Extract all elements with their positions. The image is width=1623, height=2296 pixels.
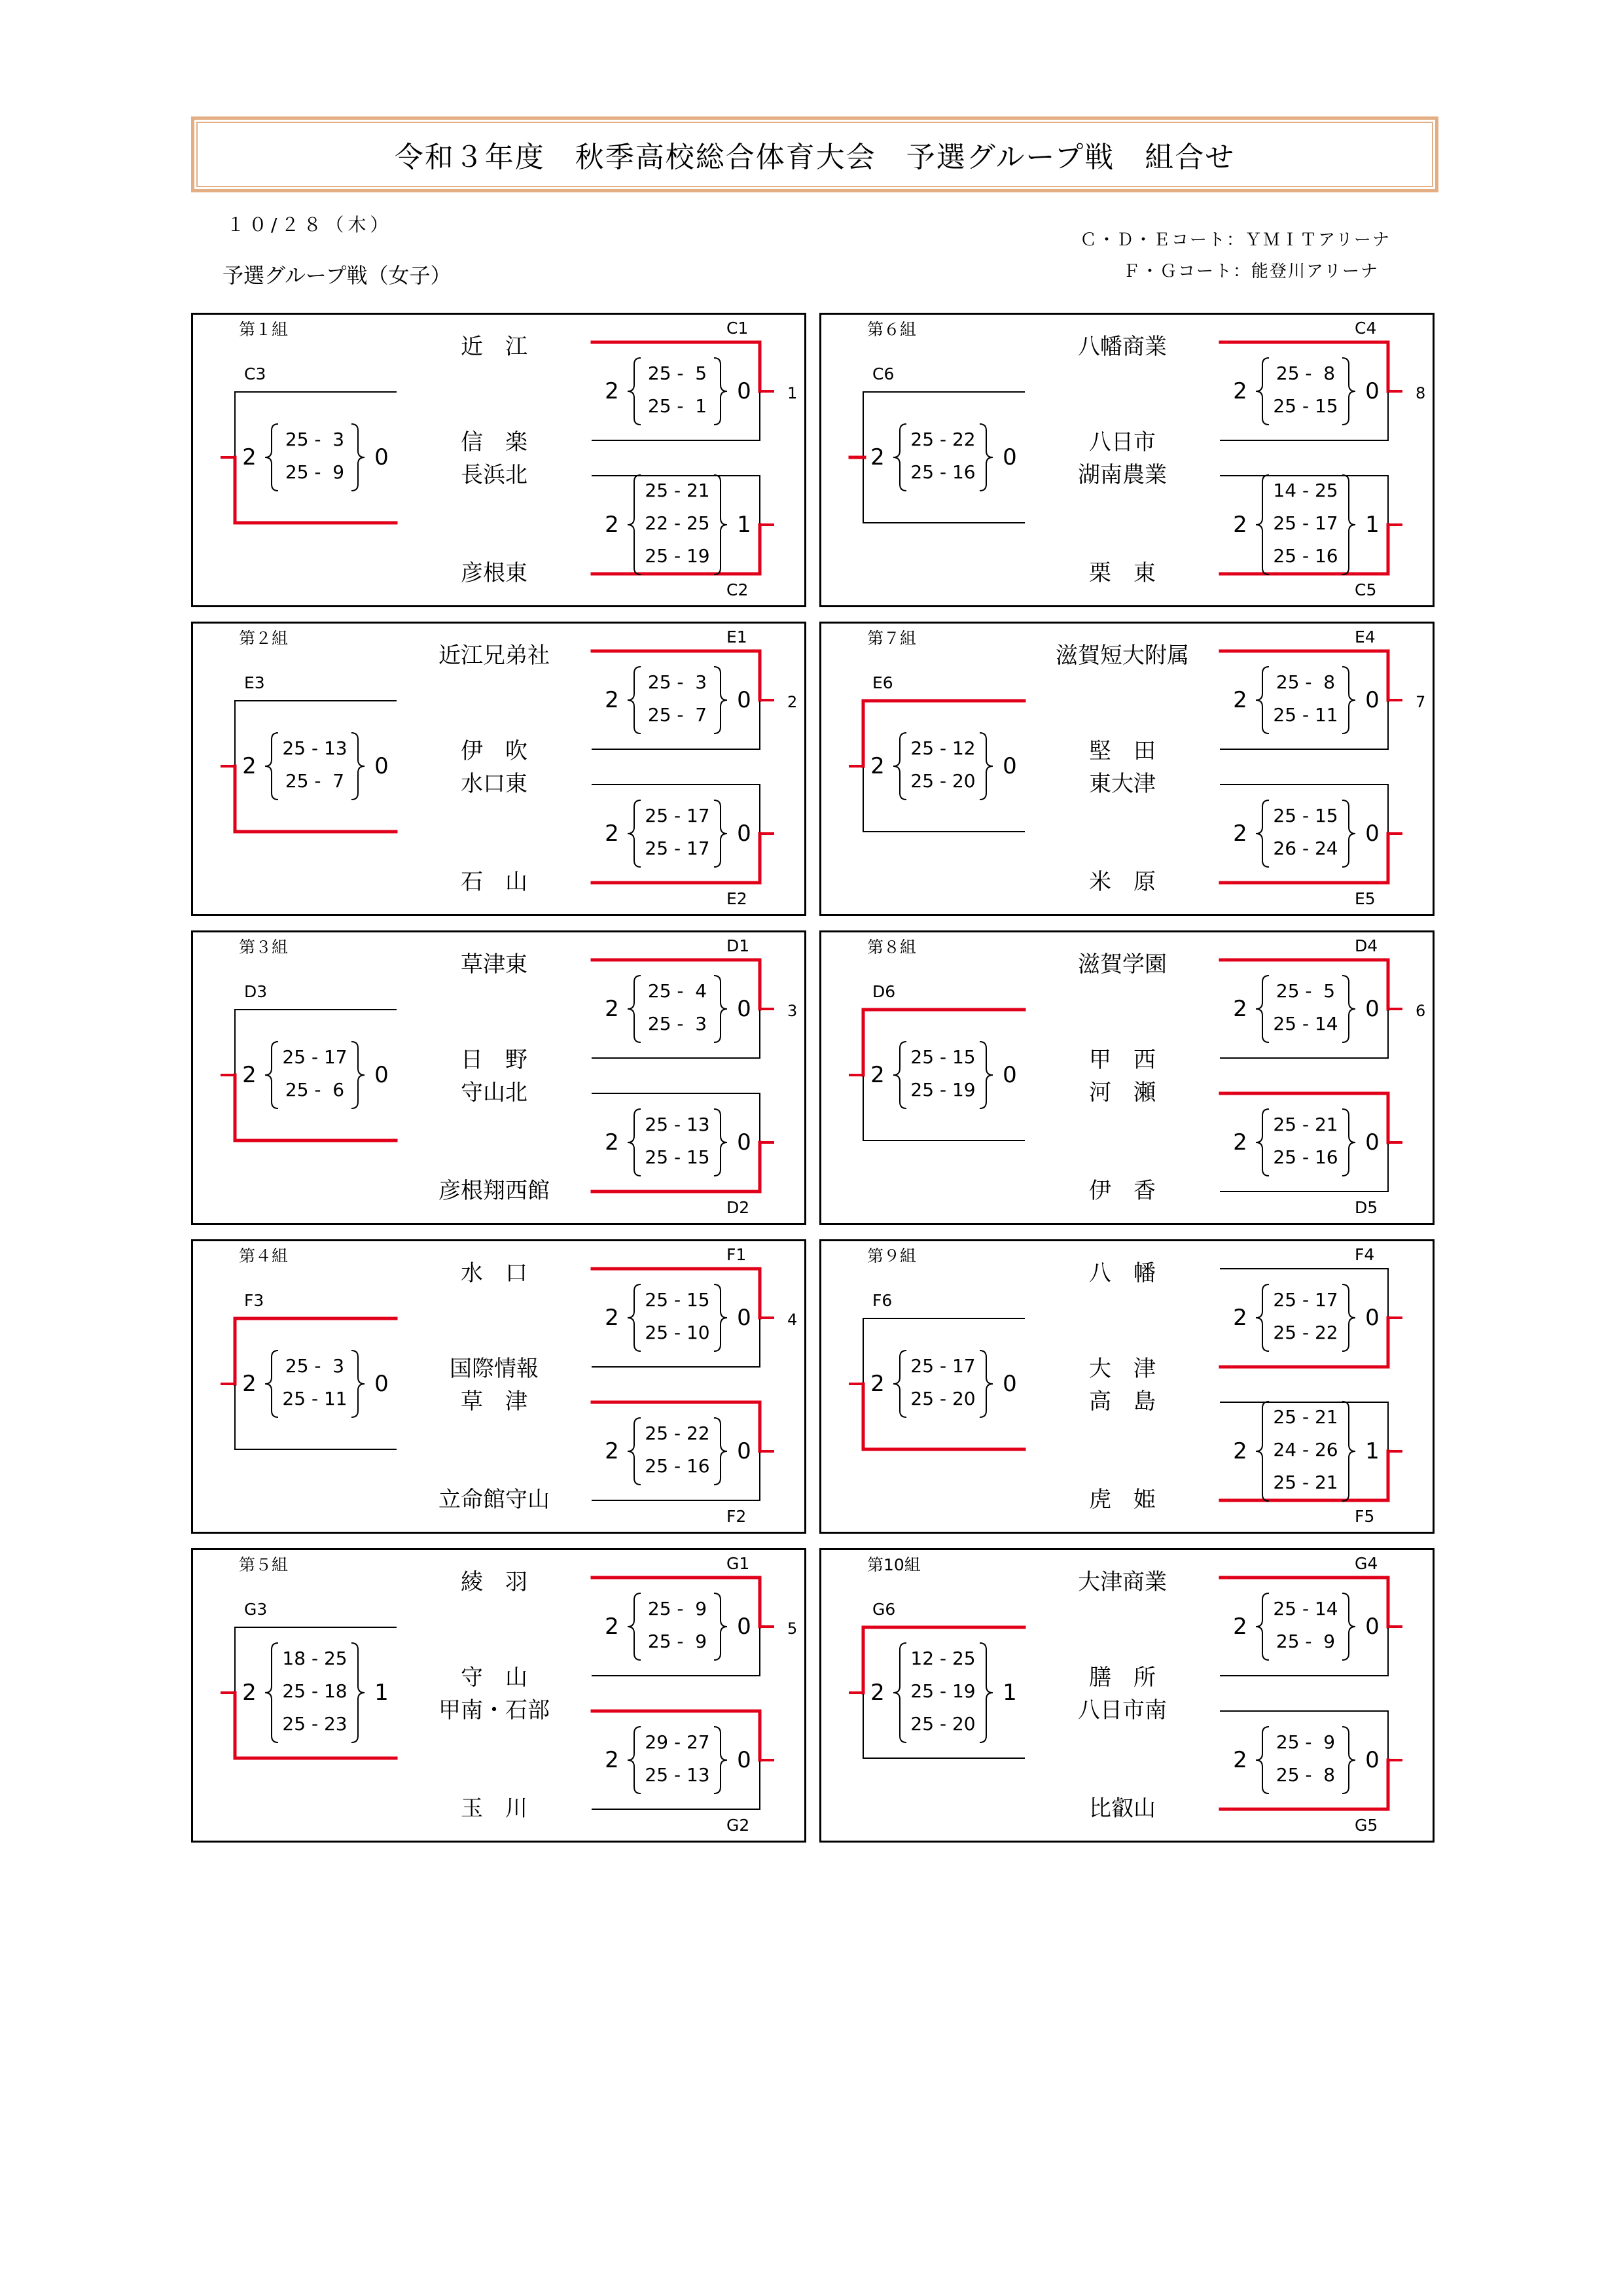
final-rank: 1 [787, 384, 798, 402]
score-brace-right [351, 1351, 365, 1417]
team-name: 長浜北 [461, 462, 527, 488]
set-score: 25 - 15 [645, 1289, 710, 1311]
score-brace-right [714, 1418, 727, 1485]
sets-won: 2 [1233, 1305, 1247, 1331]
court-code-top: G4 [1355, 1554, 1378, 1573]
sets-won: 1 [1365, 1438, 1380, 1464]
set-score: 25 - 8 [1275, 362, 1336, 384]
sets-won: 0 [1003, 753, 1017, 779]
set-score: 25 - 21 [1273, 1114, 1338, 1135]
set-score: 25 - 14 [1273, 1013, 1338, 1034]
set-score: 14 - 25 [1273, 480, 1338, 501]
sets-won: 2 [870, 444, 885, 470]
sets-won: 2 [605, 1747, 619, 1773]
set-score: 22 - 25 [645, 512, 710, 534]
team-name: 膳 所 [1089, 1665, 1156, 1691]
court-code-top: C4 [1355, 319, 1377, 338]
set-score: 18 - 25 [282, 1648, 348, 1669]
sets-won: 2 [242, 1062, 257, 1088]
set-score: 25 - 9 [1275, 1631, 1336, 1652]
group-name: 第１組 [239, 320, 289, 339]
score-brace-right [714, 667, 727, 733]
group-name: 第６組 [867, 320, 917, 339]
team-name: 河 瀬 [1089, 1080, 1156, 1106]
set-score: 25 - 9 [1275, 1731, 1336, 1753]
team-name: 比叡山 [1089, 1795, 1156, 1822]
sets-won: 2 [1233, 512, 1247, 538]
team-name: 伊 香 [1089, 1178, 1156, 1204]
score-brace-right [714, 1109, 727, 1176]
score-brace-left [1256, 475, 1269, 574]
score-brace-left [893, 424, 906, 491]
score-brace-right [714, 800, 727, 867]
score-brace-right [351, 1643, 365, 1742]
score-brace-left [628, 1727, 641, 1793]
set-score: 25 - 8 [1275, 1764, 1336, 1786]
match-date: １０/２８（木） [226, 214, 393, 236]
set-score: 25 - 17 [1273, 1289, 1338, 1311]
score-brace-right [1342, 1284, 1355, 1351]
set-score: 25 - 7 [285, 770, 345, 792]
score-brace-right [351, 424, 365, 491]
court-code-top: E4 [1355, 627, 1376, 646]
set-score: 25 - 20 [910, 1713, 976, 1735]
sets-won: 0 [1003, 444, 1017, 470]
score-brace-left [628, 475, 641, 574]
team-name: 石 山 [461, 869, 527, 895]
score-brace-left [265, 424, 278, 491]
score-brace-left [628, 976, 641, 1042]
score-brace-right [351, 1042, 365, 1108]
score-brace-left [1256, 358, 1269, 425]
score-brace-right [980, 1042, 993, 1108]
sets-won: 0 [737, 821, 751, 847]
court-code-bottom: F2 [726, 1507, 747, 1526]
group-box [191, 1548, 806, 1843]
set-score: 29 - 27 [645, 1731, 710, 1753]
set-score: 25 - 16 [1273, 545, 1338, 567]
sets-won: 2 [1233, 1614, 1247, 1640]
set-score: 25 - 17 [645, 838, 710, 859]
sets-won: 2 [870, 1371, 885, 1397]
sets-won: 0 [374, 444, 389, 470]
page-title-box [191, 116, 1438, 192]
score-brace-right [714, 1727, 727, 1793]
final-rank: 2 [787, 693, 798, 711]
group-name: 第９組 [867, 1246, 917, 1265]
score-brace-left [628, 1284, 641, 1351]
sets-won: 1 [737, 512, 751, 538]
sets-won: 0 [737, 687, 751, 713]
sets-won: 2 [605, 1305, 619, 1331]
sets-won: 0 [1365, 821, 1380, 847]
sets-won: 2 [605, 1438, 619, 1464]
team-name: 大 津 [1089, 1356, 1156, 1382]
score-brace-left [893, 1042, 906, 1108]
court-code-left: F3 [244, 1291, 264, 1310]
set-score: 25 - 16 [1273, 1146, 1338, 1168]
team-name: 虎 姫 [1089, 1487, 1156, 1513]
court-code-top: D1 [726, 936, 750, 955]
court-code-top: E1 [726, 627, 747, 646]
team-name: 草津東 [461, 951, 527, 978]
sets-won: 0 [737, 1614, 751, 1640]
team-name: 守山北 [461, 1080, 527, 1106]
group-name: 第７組 [867, 629, 917, 648]
set-score: 25 - 8 [1275, 671, 1336, 693]
sets-won: 2 [1233, 1438, 1247, 1464]
score-brace-left [628, 800, 641, 867]
sets-won: 2 [1233, 821, 1247, 847]
score-brace-right [1342, 1109, 1355, 1176]
court-code-top: C1 [726, 319, 749, 338]
set-score: 25 - 15 [645, 1146, 710, 1168]
team-name: 高 島 [1089, 1388, 1156, 1415]
set-score: 25 - 17 [910, 1355, 976, 1377]
set-score: 25 - 13 [282, 737, 348, 759]
score-brace-left [628, 1109, 641, 1176]
team-name: 守 山 [461, 1665, 527, 1691]
court-code-left: C6 [872, 364, 895, 383]
set-score: 25 - 13 [645, 1764, 710, 1786]
court-code-left: G3 [244, 1600, 268, 1619]
court-code-left: C3 [244, 364, 266, 383]
score-brace-left [893, 1643, 906, 1742]
score-brace-left [628, 667, 641, 733]
court-info-2: Ｆ・Ｇコート：能登川アリーナ [1123, 262, 1379, 281]
sets-won: 2 [242, 753, 257, 779]
sets-won: 2 [605, 996, 619, 1022]
court-code-bottom: E5 [1355, 889, 1376, 908]
group-box [819, 622, 1435, 916]
score-brace-left [628, 1593, 641, 1660]
set-score: 25 - 19 [910, 1079, 976, 1101]
group-name: 第５組 [239, 1555, 289, 1574]
page-title: 令和３年度 秋季高校総合体育大会 予選グループ戦 組合せ [394, 141, 1236, 174]
sets-won: 1 [1003, 1680, 1017, 1706]
score-brace-left [1256, 976, 1269, 1042]
sets-won: 2 [1233, 378, 1247, 404]
score-brace-right [1342, 1727, 1355, 1793]
set-score: 25 - 21 [1273, 1472, 1338, 1493]
sets-won: 0 [1365, 996, 1380, 1022]
court-code-left: D3 [244, 982, 268, 1001]
sets-won: 2 [870, 1680, 885, 1706]
team-name: 国際情報 [450, 1356, 539, 1382]
set-score: 25 - 3 [285, 429, 345, 450]
team-name: 東大津 [1089, 771, 1156, 797]
court-code-bottom: G5 [1355, 1816, 1378, 1835]
sets-won: 2 [605, 821, 619, 847]
sets-won: 2 [870, 753, 885, 779]
team-name: 甲南・石部 [438, 1697, 550, 1723]
set-score: 25 - 21 [645, 480, 710, 501]
set-score: 26 - 24 [1273, 838, 1338, 859]
set-score: 25 - 12 [910, 737, 976, 759]
team-name: 湖南農業 [1078, 462, 1167, 488]
sets-won: 0 [1003, 1062, 1017, 1088]
team-name: 栗 東 [1089, 560, 1156, 586]
final-rank: 5 [787, 1619, 798, 1638]
final-rank: 4 [787, 1311, 798, 1329]
set-score: 25 - 14 [1273, 1598, 1338, 1619]
set-score: 25 - 17 [1273, 512, 1338, 534]
score-brace-right [1342, 475, 1355, 574]
court-code-top: F1 [726, 1245, 747, 1264]
set-score: 25 - 13 [645, 1114, 710, 1135]
court-code-left: G6 [872, 1600, 896, 1619]
court-code-top: D4 [1355, 936, 1378, 955]
court-code-left: D6 [872, 982, 896, 1001]
sets-won: 0 [1365, 1614, 1380, 1640]
set-score: 25 - 20 [910, 770, 976, 792]
score-brace-right [714, 475, 727, 574]
final-rank: 7 [1416, 693, 1426, 711]
sets-won: 2 [242, 444, 257, 470]
sets-won: 2 [870, 1062, 885, 1088]
sets-won: 0 [737, 996, 751, 1022]
score-brace-right [1342, 1593, 1355, 1660]
score-brace-right [980, 424, 993, 491]
sets-won: 2 [605, 1129, 619, 1156]
group-box [191, 622, 806, 916]
court-code-left: E3 [244, 673, 265, 692]
set-score: 25 - 4 [647, 980, 707, 1002]
final-rank: 6 [1416, 1002, 1426, 1020]
set-score: 25 - 3 [647, 671, 707, 693]
set-score: 25 - 1 [647, 395, 707, 417]
team-name: 八 幡 [1089, 1260, 1156, 1286]
sets-won: 0 [1365, 378, 1380, 404]
sets-won: 0 [374, 1062, 389, 1088]
score-brace-left [893, 1351, 906, 1417]
set-score: 25 - 22 [910, 429, 976, 450]
sets-won: 1 [374, 1680, 389, 1706]
court-code-left: E6 [872, 673, 893, 692]
score-brace-left [1256, 1402, 1269, 1501]
score-brace-right [980, 733, 993, 800]
team-name: 水口東 [461, 771, 527, 797]
sets-won: 2 [605, 687, 619, 713]
section-title: 予選グループ戦（女子） [223, 263, 452, 288]
team-name: 近 江 [461, 334, 527, 360]
score-brace-right [1342, 358, 1355, 425]
score-brace-right [980, 1351, 993, 1417]
group-name: 第２組 [239, 629, 289, 648]
group-box [819, 313, 1435, 607]
set-score: 25 - 10 [645, 1322, 710, 1343]
sets-won: 2 [242, 1371, 257, 1397]
group-name: 第３組 [239, 938, 289, 957]
sets-won: 0 [737, 378, 751, 404]
team-name: 堅 田 [1089, 738, 1156, 764]
set-score: 25 - 15 [1273, 805, 1338, 826]
score-brace-right [714, 976, 727, 1042]
group-box [191, 930, 806, 1225]
court-code-bottom: G2 [726, 1816, 750, 1835]
team-name: 草 津 [461, 1388, 527, 1415]
score-brace-left [265, 1351, 278, 1417]
sets-won: 0 [1365, 1305, 1380, 1331]
set-score: 25 - 3 [647, 1013, 707, 1034]
group-box [819, 1548, 1435, 1843]
court-code-bottom: F5 [1355, 1507, 1375, 1526]
team-name: 玉 川 [461, 1795, 527, 1822]
score-brace-left [1256, 1284, 1269, 1351]
score-brace-left [1256, 800, 1269, 867]
set-score: 25 - 23 [282, 1713, 348, 1735]
sets-won: 2 [242, 1680, 257, 1706]
sets-won: 2 [1233, 996, 1247, 1022]
sets-won: 2 [1233, 1747, 1247, 1773]
set-score: 25 - 16 [910, 461, 976, 483]
final-rank: 3 [787, 1002, 798, 1020]
score-brace-left [893, 733, 906, 800]
set-score: 25 - 18 [282, 1680, 348, 1702]
court-code-bottom: E2 [726, 889, 747, 908]
court-code-left: F6 [872, 1291, 893, 1310]
court-code-top: F4 [1355, 1245, 1375, 1264]
court-code-bottom: C5 [1355, 580, 1377, 599]
sets-won: 0 [737, 1129, 751, 1156]
sets-won: 2 [605, 512, 619, 538]
group-box [191, 313, 806, 607]
team-name: 立命館守山 [438, 1487, 550, 1513]
team-name: 彦根翔西館 [438, 1178, 550, 1204]
sets-won: 0 [737, 1305, 751, 1331]
group-name: 第４組 [239, 1246, 289, 1265]
court-code-top: G1 [726, 1554, 750, 1573]
set-score: 24 - 26 [1273, 1439, 1338, 1460]
set-score: 25 - 7 [647, 704, 707, 726]
team-name: 日 野 [461, 1047, 527, 1073]
score-brace-left [265, 1643, 278, 1742]
court-info-1: Ｃ・Ｄ・Ｅコート：ＹＭＩＴアリーナ [1080, 230, 1391, 250]
set-score: 25 - 6 [285, 1079, 345, 1101]
score-brace-right [1342, 667, 1355, 733]
group-box [191, 1239, 806, 1534]
sets-won: 0 [737, 1747, 751, 1773]
team-name: 彦根東 [461, 560, 527, 586]
court-code-bottom: D2 [726, 1198, 750, 1217]
score-brace-right [1342, 976, 1355, 1042]
set-score: 12 - 25 [910, 1648, 976, 1669]
set-score: 25 - 17 [282, 1046, 348, 1068]
score-brace-right [351, 733, 365, 800]
score-brace-left [1256, 1109, 1269, 1176]
team-name: 大津商業 [1078, 1569, 1167, 1595]
court-code-bottom: C2 [726, 580, 749, 599]
score-brace-left [628, 1418, 641, 1485]
team-name: 信 楽 [461, 429, 527, 455]
set-score: 25 - 5 [1275, 980, 1336, 1002]
set-score: 25 - 22 [1273, 1322, 1338, 1343]
team-name: 八日市 [1089, 429, 1156, 455]
sets-won: 0 [1365, 1129, 1380, 1156]
score-brace-right [1342, 800, 1355, 867]
group-box [819, 1239, 1435, 1534]
score-brace-right [714, 1593, 727, 1660]
team-name: 近江兄弟社 [438, 643, 550, 669]
set-score: 25 - 9 [285, 461, 345, 483]
team-name: 綾 羽 [461, 1569, 527, 1595]
team-name: 滋賀学園 [1078, 951, 1167, 978]
sets-won: 2 [605, 1614, 619, 1640]
set-score: 25 - 11 [282, 1388, 348, 1409]
set-score: 25 - 11 [1273, 704, 1338, 726]
score-brace-right [714, 358, 727, 425]
set-score: 25 - 3 [285, 1355, 345, 1377]
team-name: 伊 吹 [461, 738, 527, 764]
score-brace-left [1256, 1727, 1269, 1793]
sets-won: 2 [1233, 687, 1247, 713]
sets-won: 1 [1365, 512, 1380, 538]
group-box [819, 930, 1435, 1225]
court-code-bottom: D5 [1355, 1198, 1378, 1217]
sets-won: 0 [737, 1438, 751, 1464]
team-name: 滋賀短大附属 [1056, 643, 1189, 669]
score-brace-left [265, 733, 278, 800]
set-score: 25 - 5 [647, 362, 707, 384]
set-score: 25 - 16 [645, 1455, 710, 1477]
sets-won: 0 [1003, 1371, 1017, 1397]
set-score: 25 - 20 [910, 1388, 976, 1409]
score-brace-left [1256, 667, 1269, 733]
score-brace-right [714, 1284, 727, 1351]
set-score: 25 - 19 [645, 545, 710, 567]
sets-won: 2 [605, 378, 619, 404]
sets-won: 0 [1365, 1747, 1380, 1773]
set-score: 25 - 15 [1273, 395, 1338, 417]
score-brace-right [1342, 1402, 1355, 1501]
score-brace-left [628, 358, 641, 425]
set-score: 25 - 9 [647, 1598, 707, 1619]
score-brace-left [265, 1042, 278, 1108]
set-score: 25 - 22 [645, 1422, 710, 1444]
sets-won: 0 [374, 753, 389, 779]
set-score: 25 - 9 [647, 1631, 707, 1652]
set-score: 25 - 21 [1273, 1406, 1338, 1428]
team-name: 八幡商業 [1078, 334, 1167, 360]
team-name: 甲 西 [1089, 1047, 1156, 1073]
score-brace-left [1256, 1593, 1269, 1660]
sets-won: 0 [1365, 687, 1380, 713]
team-name: 水 口 [461, 1260, 527, 1286]
set-score: 25 - 15 [910, 1046, 976, 1068]
team-name: 米 原 [1089, 869, 1156, 895]
final-rank: 8 [1416, 384, 1426, 402]
group-name: 第８組 [867, 938, 917, 957]
score-brace-right [980, 1643, 993, 1742]
set-score: 25 - 17 [645, 805, 710, 826]
sets-won: 0 [374, 1371, 389, 1397]
team-name: 八日市南 [1078, 1697, 1167, 1723]
set-score: 25 - 19 [910, 1680, 976, 1702]
sets-won: 2 [1233, 1129, 1247, 1156]
group-name: 第10組 [867, 1555, 921, 1574]
